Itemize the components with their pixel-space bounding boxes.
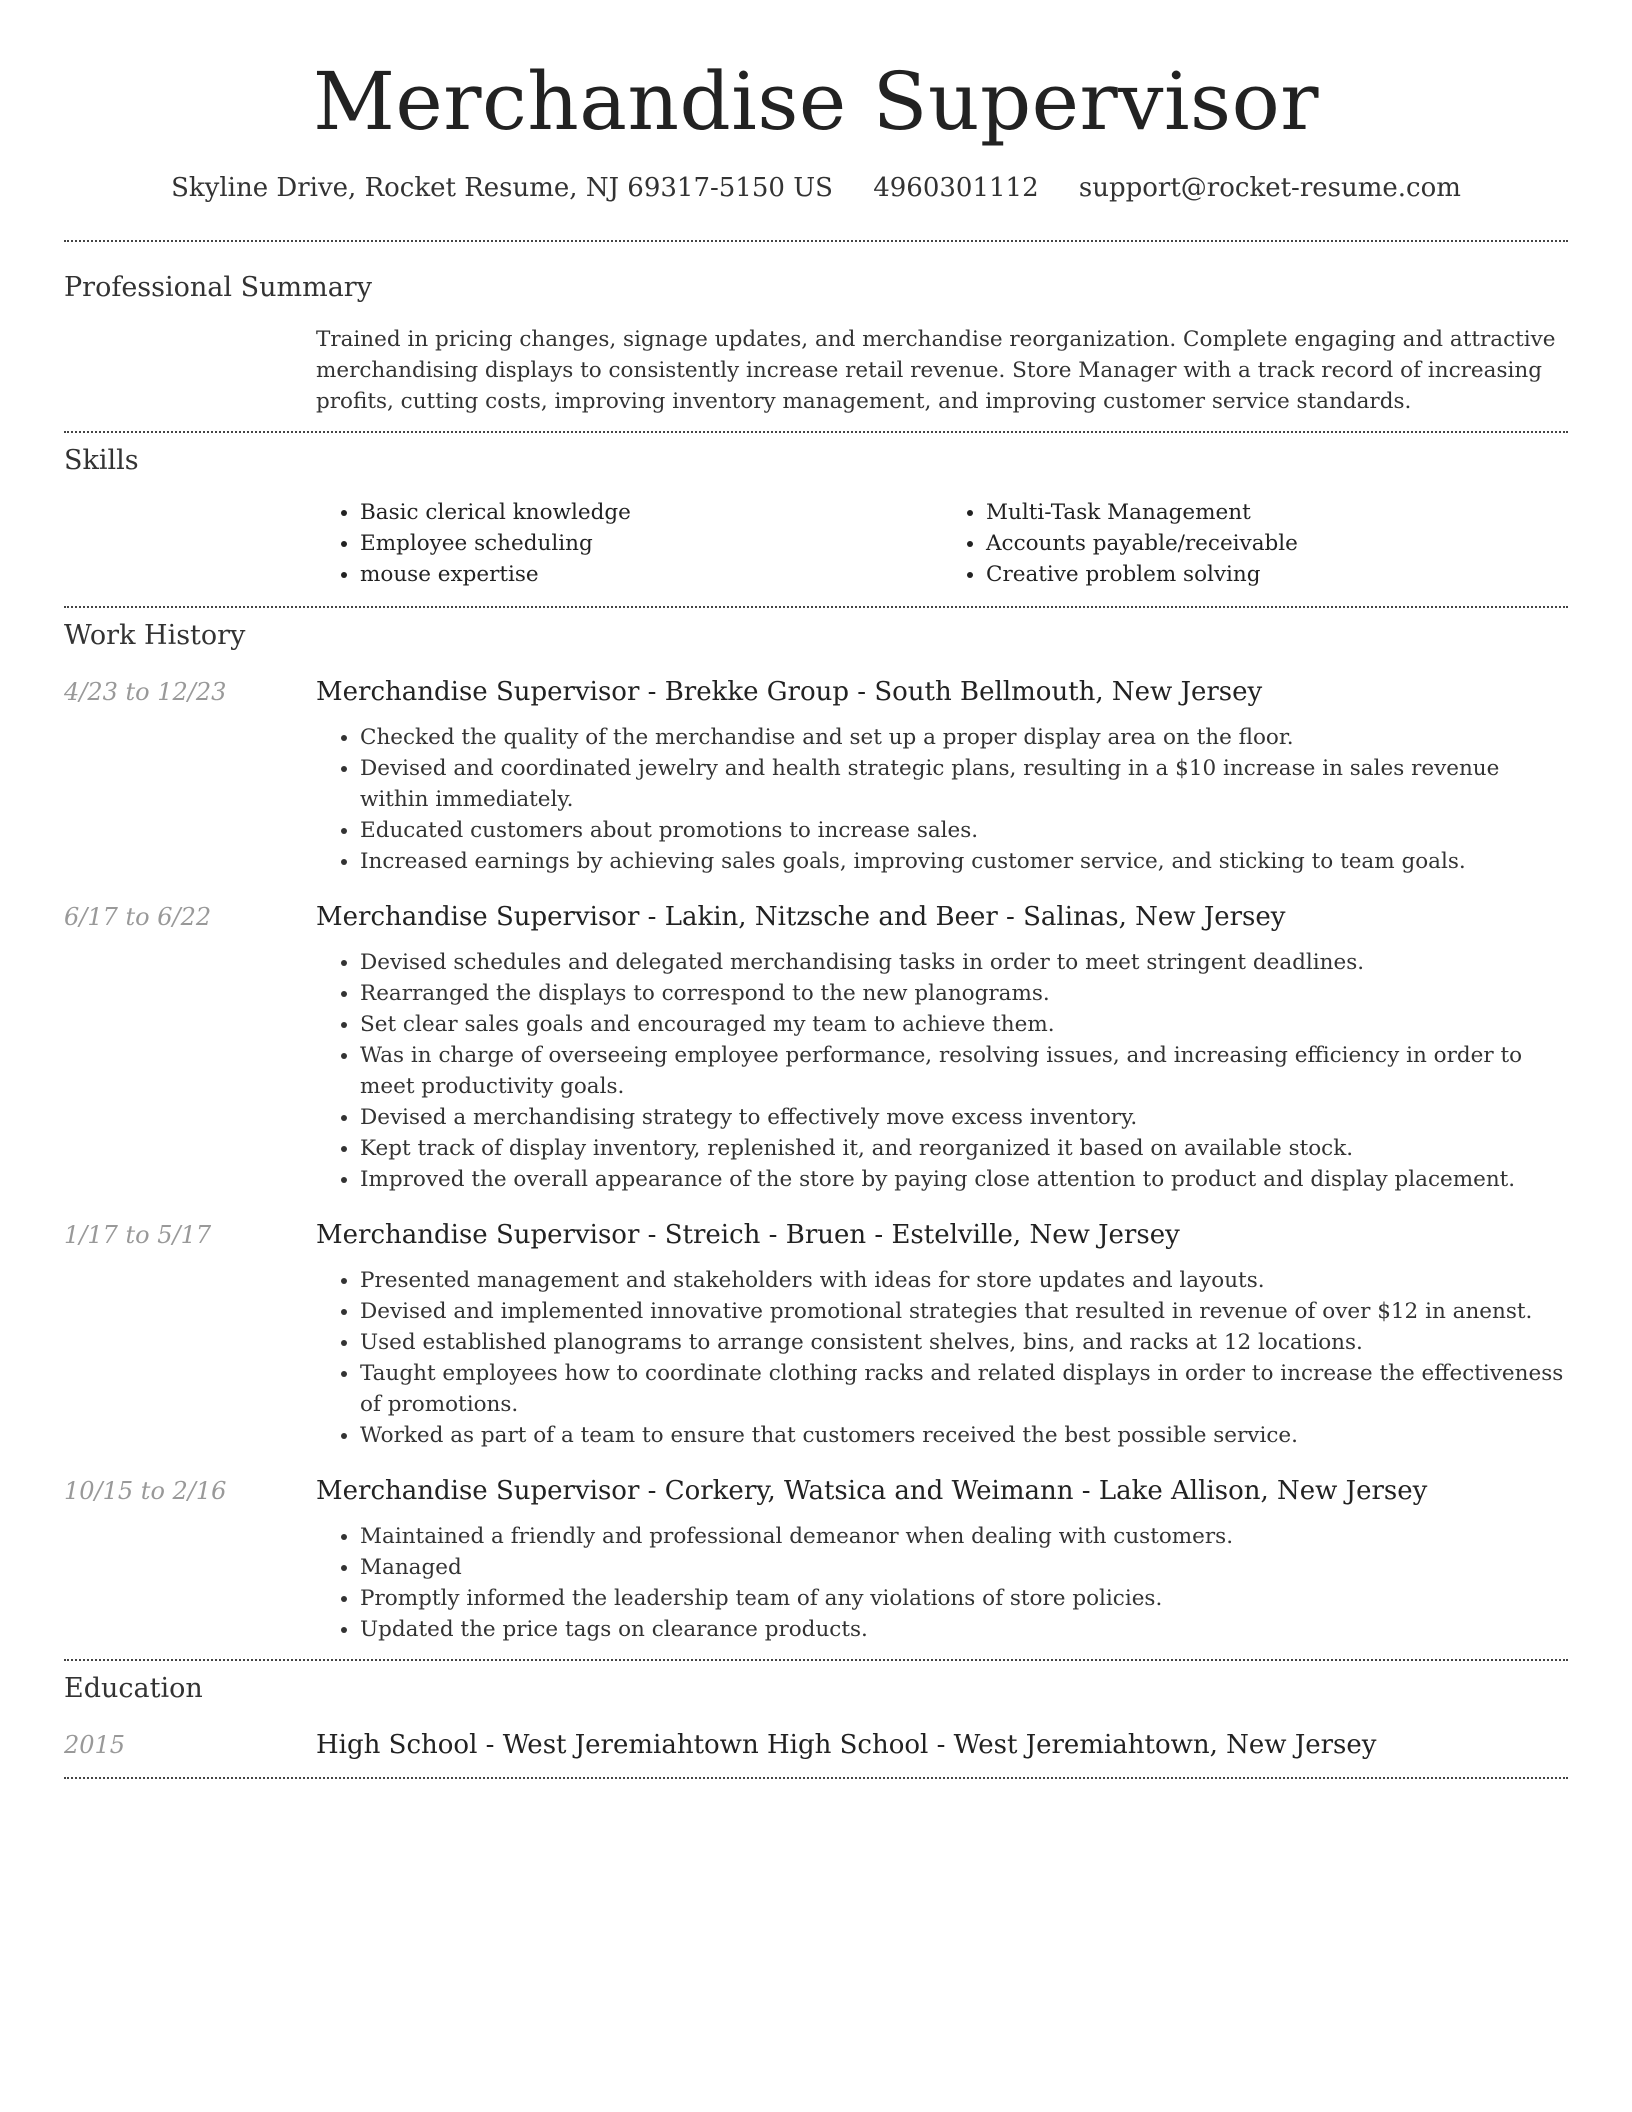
job-bullets <box>316 722 1568 877</box>
job-bullet: • Maintained a friendly and professional demeanor when dealing with customers. <box>360 1521 1568 1552</box>
section-title: Education <box>64 1673 203 1704</box>
job-bullet: • Devised schedules and delegated merchandising tasks in order to meet stringent deadlines. <box>360 947 1568 978</box>
job-bullet: • Devised and implemented innovative promotional strategies that resulted in revenue of over $12 in anenst. <box>360 1296 1568 1327</box>
resume-header <box>0 0 1632 206</box>
job-bullets <box>316 1521 1568 1645</box>
skill-item: • Accounts payable/receivable <box>986 528 1568 559</box>
skills-left <box>316 497 942 590</box>
job-date: 6/17 to 6/22 <box>64 903 212 931</box>
phone: 4960301112 <box>873 173 1039 203</box>
job-bullet: • Devised and coordinated jewelry and health strategic plans, resulting in a $10 increase in sales revenue within immediately. <box>360 753 1568 815</box>
email: support@rocket-resume.com <box>1078 173 1461 203</box>
skills-section <box>0 433 1632 590</box>
job-bullets <box>316 1265 1568 1451</box>
summary-text: Trained in pricing changes, signage updates, and merchandise reorganization. Complete engaging and attractive merchandising displays to consistently increase retail revenue. Store Manager with a track record of increasing profits, cutting costs, improving inventory management, and improving customer service standards. <box>316 327 1556 414</box>
section-title: Professional Summary <box>64 272 372 303</box>
job-title: Merchandise Supervisor - Lakin, Nitzsche and Beer - Salinas, New Jersey <box>316 902 1286 932</box>
summary-section <box>0 242 1632 417</box>
job-date: 10/15 to 2/16 <box>64 1477 227 1505</box>
job-bullet: • Set clear sales goals and encouraged my team to achieve them. <box>360 1009 1568 1040</box>
job-bullet: • Worked as part of a team to ensure that customers received the best possible service. <box>360 1420 1568 1451</box>
job-header <box>64 899 1568 935</box>
job-entry <box>64 1473 1568 1645</box>
job-bullet: • Educated customers about promotions to increase sales. <box>360 815 1568 846</box>
job-bullets <box>316 947 1568 1195</box>
job-title: Merchandise Supervisor - Brekke Group - South Bellmouth, New Jersey <box>316 677 1263 707</box>
skill-item: • Multi-Task Management <box>986 497 1568 528</box>
job-bullet: • Rearranged the displays to correspond to the new planograms. <box>360 978 1568 1009</box>
education-entry <box>64 1727 1568 1763</box>
contact-line <box>0 170 1632 206</box>
skill-item: • Employee scheduling <box>360 528 942 559</box>
job-entry <box>64 899 1568 1195</box>
section-title: Work History <box>64 620 246 651</box>
candidate-name: Merchandise Supervisor <box>312 55 1320 148</box>
job-header <box>64 674 1568 710</box>
skill-item: • Creative problem solving <box>986 559 1568 590</box>
skill-item: • Basic clerical knowledge <box>360 497 942 528</box>
job-header <box>64 1217 1568 1253</box>
divider <box>64 1777 1568 1779</box>
job-bullet: • Increased earnings by achieving sales goals, improving customer service, and sticking to team goals. <box>360 846 1568 877</box>
job-title: Merchandise Supervisor - Corkery, Watsica and Weimann - Lake Allison, New Jersey <box>316 1476 1428 1506</box>
skills-right <box>942 497 1568 590</box>
job-header <box>64 1473 1568 1509</box>
job-bullet: • Was in charge of overseeing employee performance, resolving issues, and increasing efficiency in order to meet productivity goals. <box>360 1040 1568 1102</box>
job-bullet: • Presented management and stakeholders with ideas for store updates and layouts. <box>360 1265 1568 1296</box>
education-degree: High School - West Jeremiahtown High School - West Jeremiahtown, New Jersey <box>316 1730 1377 1760</box>
job-bullet: • Promptly informed the leadership team of any violations of store policies. <box>360 1583 1568 1614</box>
job-entry <box>64 1217 1568 1451</box>
education-date: 2015 <box>64 1731 126 1759</box>
section-title: Skills <box>64 445 139 476</box>
job-date: 1/17 to 5/17 <box>64 1221 212 1249</box>
job-bullet: • Updated the price tags on clearance products. <box>360 1614 1568 1645</box>
work-history-section <box>0 608 1632 1645</box>
skills-columns <box>316 497 1568 590</box>
job-bullet: • Kept track of display inventory, replenished it, and reorganized it based on available stock. <box>360 1133 1568 1164</box>
skill-item: • mouse expertise <box>360 559 942 590</box>
job-bullet: • Devised a merchandising strategy to effectively move excess inventory. <box>360 1102 1568 1133</box>
job-bullet: • Managed <box>360 1552 1568 1583</box>
job-title: Merchandise Supervisor - Streich - Bruen - Estelville, New Jersey <box>316 1220 1180 1250</box>
job-date: 4/23 to 12/23 <box>64 678 227 706</box>
job-bullet: • Improved the overall appearance of the store by paying close attention to product and display placement. <box>360 1164 1568 1195</box>
job-bullet: • Checked the quality of the merchandise and set up a proper display area on the floor. <box>360 722 1568 753</box>
job-bullet: • Taught employees how to coordinate clothing racks and related displays in order to increase the effectiveness of promotions. <box>360 1358 1568 1420</box>
address: Skyline Drive, Rocket Resume, NJ 69317-5150 US <box>171 173 833 203</box>
education-section <box>0 1661 1632 1763</box>
job-bullet: • Used established planograms to arrange consistent shelves, bins, and racks at 12 locations. <box>360 1327 1568 1358</box>
job-entry <box>64 674 1568 877</box>
